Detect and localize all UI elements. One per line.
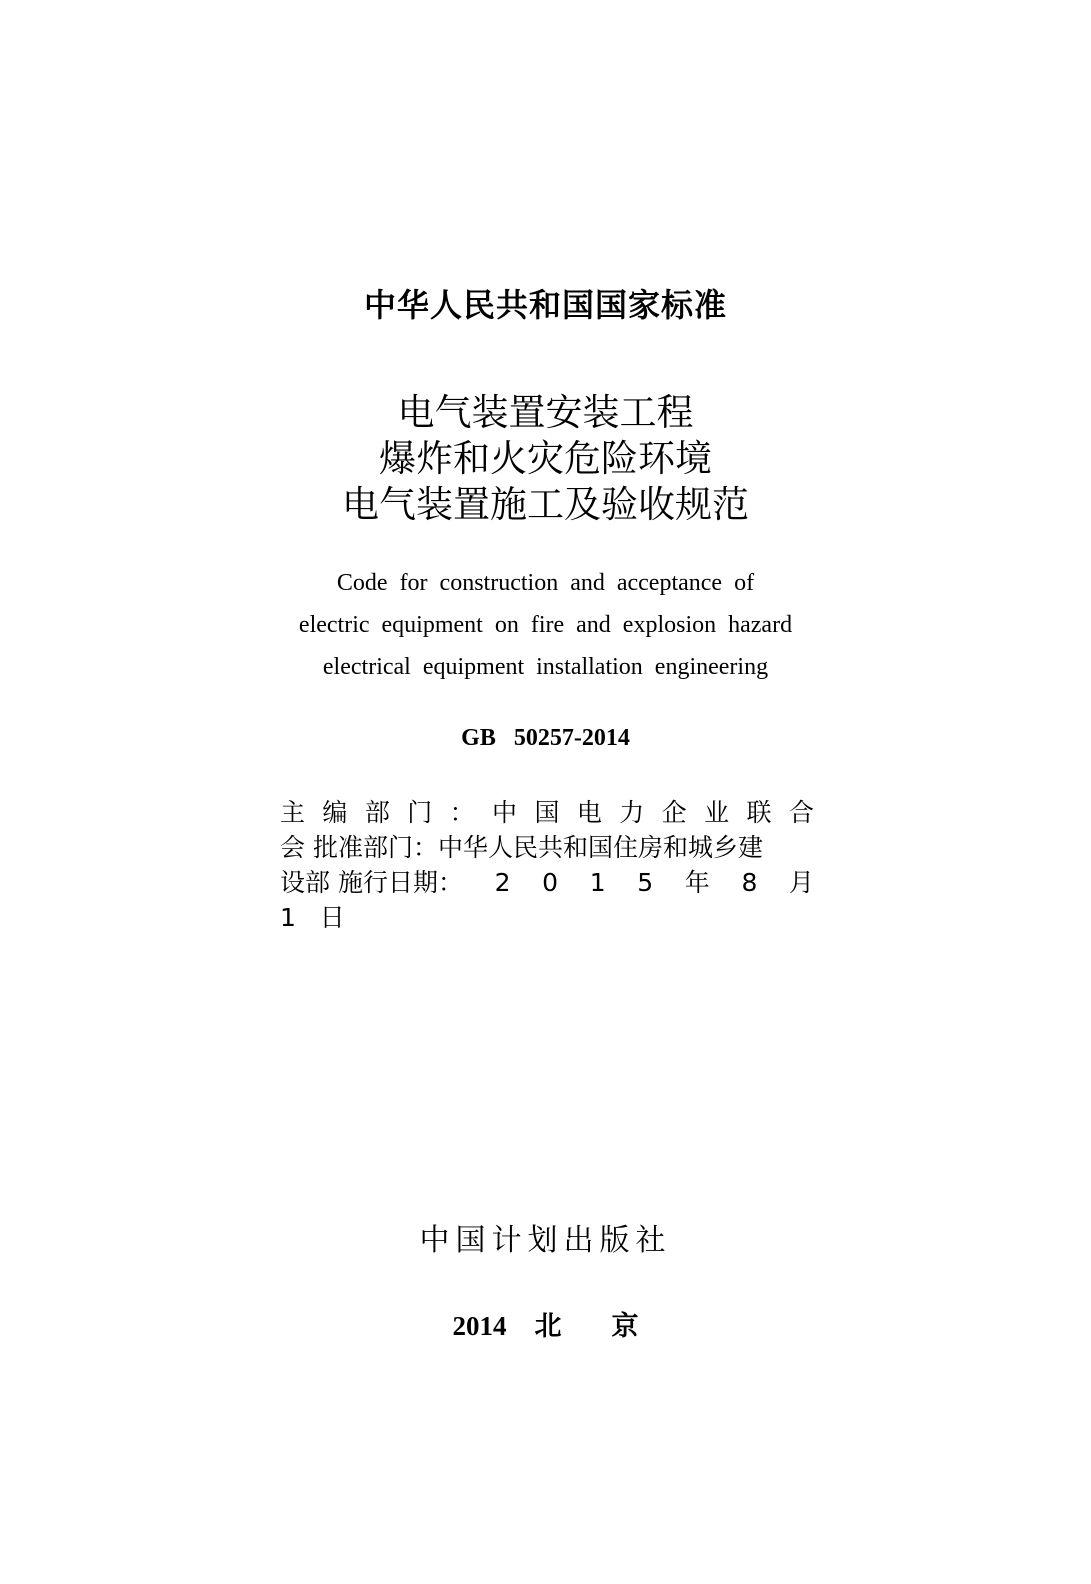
info-char: 0 — [542, 868, 559, 897]
standard-type-heading: 中华人民共和国国家标准 — [363, 286, 727, 324]
chinese-title — [0, 390, 1091, 528]
info-char: ： — [449, 798, 475, 827]
info-char: 国 — [534, 798, 560, 827]
info-char: 合 — [788, 798, 814, 827]
chinese-title-line-3: 电气装置施工及验收规范 — [342, 483, 749, 526]
issuing-info-line-3 — [280, 865, 814, 900]
info-char: 编 — [322, 798, 348, 827]
publisher-name: 中国计划出版社 — [419, 1223, 672, 1258]
imprint — [0, 1306, 1091, 1346]
standard-number: GB 50257-2014 — [461, 725, 630, 751]
issuing-info — [280, 795, 814, 935]
info-char: 月 — [788, 868, 814, 897]
imprint-year: 2014 — [452, 1311, 507, 1341]
english-title-line-3: electrical equipment installation engineering — [322, 654, 769, 680]
info-char: 2 — [494, 868, 511, 897]
info-char: 主 — [280, 798, 306, 827]
info-char: 年 — [684, 868, 710, 897]
effective-date-label: 设部 施行日期： — [280, 868, 463, 897]
info-char: 联 — [746, 798, 772, 827]
english-title — [0, 562, 1091, 688]
english-title-line-2: electric equipment on fire and explosion hazard — [298, 612, 793, 638]
chinese-title-line-1: 电气装置安装工程 — [397, 391, 694, 434]
info-char: 企 — [661, 798, 687, 827]
info-char: 电 — [576, 798, 602, 827]
info-char: 门 — [407, 798, 433, 827]
info-char: 业 — [704, 798, 730, 827]
info-char: 8 — [741, 868, 758, 897]
info-char: 力 — [619, 798, 645, 827]
issuing-info-line-2: 会 批准部门：中华人民共和国住房和城乡建 — [280, 833, 763, 862]
issuing-info-line-4: 1 日 — [280, 903, 345, 932]
english-title-line-1: Code for construction and acceptance of — [336, 570, 755, 596]
imprint-city-char: 北 — [534, 1311, 562, 1341]
info-char: 5 — [637, 868, 654, 897]
imprint-city-char: 京 — [611, 1311, 639, 1341]
info-char: 部 — [364, 798, 390, 827]
chinese-title-line-2: 爆炸和火灾危险环境 — [379, 437, 712, 480]
info-char: 中 — [492, 798, 518, 827]
issuing-info-line-1 — [280, 795, 814, 830]
info-char: 1 — [589, 868, 606, 897]
